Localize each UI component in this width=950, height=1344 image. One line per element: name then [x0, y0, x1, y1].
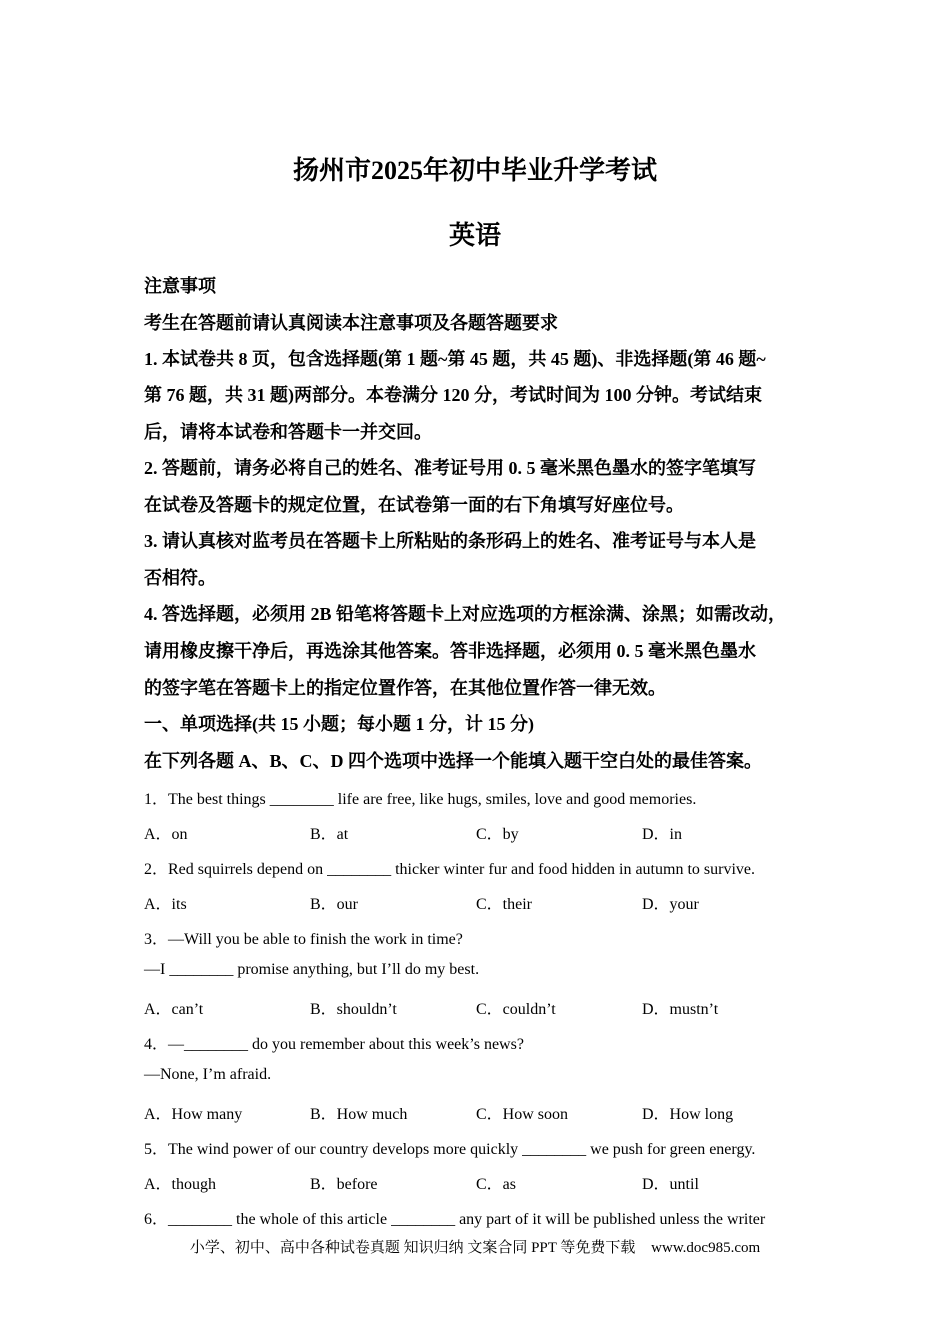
option-b: B．our	[310, 896, 359, 913]
exam-subject: 英语	[448, 221, 501, 250]
notice-line: 2. 答题前，请务必将自己的姓名、准考证号用 0. 5 毫米黑色墨水的签字笔填写	[144, 458, 756, 478]
question-stem: —None, I’m afraid.	[144, 1066, 272, 1083]
option-d: D．your	[642, 896, 699, 913]
footer-url: www.doc985.com	[651, 1240, 761, 1256]
option-b: B．How much	[310, 1106, 408, 1123]
option-d: D．in	[642, 826, 683, 843]
question-stem: 2．Red squirrels depend on ________ thicker winter fur and food hidden in autumn to survive.	[144, 861, 755, 878]
footer-text: 小学、初中、高中各种试卷真题 知识归纳 文案合同 PPT 等免费下载	[189, 1240, 636, 1256]
option-a: A．though	[144, 1176, 217, 1193]
notice-line: 后，请将本试卷和答题卡一并交回。	[144, 422, 432, 442]
question-stem: 6．________ the whole of this article ________ any part of it will be published unless the writer	[144, 1211, 766, 1228]
notice-line: 否相符。	[144, 568, 216, 588]
option-a: A．can’t	[144, 1001, 204, 1018]
option-b: B．shouldn’t	[310, 1001, 397, 1018]
notice-line: 1. 本试卷共 8 页，包含选择题(第 1 题~第 45 题，共 45 题)、非选择题(第 46 题~	[144, 349, 766, 369]
option-b: B．before	[310, 1176, 378, 1193]
notice-heading: 注意事项	[144, 276, 216, 296]
option-a: A．on	[144, 826, 188, 843]
exam-title: 扬州市2025年初中毕业升学考试	[292, 156, 657, 185]
notice-line: 的签字笔在答题卡上的指定位置作答，在其他位置作答一律无效。	[144, 678, 666, 698]
option-a: A．How many	[144, 1106, 243, 1123]
question-stem: 4．—________ do you remember about this week’s news?	[144, 1036, 524, 1053]
notice-intro: 考生在答题前请认真阅读本注意事项及各题答题要求	[144, 313, 558, 333]
notice-line: 请用橡皮擦干净后，再选涂其他答案。答非选择题，必须用 0. 5 毫米黑色墨水	[144, 641, 756, 661]
notice-line: 4. 答选择题，必须用 2B 铅笔将答题卡上对应选项的方框涂满、涂黑；如需改动，	[144, 604, 787, 624]
notice-line: 第 76 题，共 31 题)两部分。本卷满分 120 分，考试时间为 100 分钟。考试结束	[144, 385, 762, 405]
section-heading: 一、单项选择(共 15 小题；每小题 1 分，计 15 分)	[144, 714, 534, 734]
notice-line: 在试卷及答题卡的规定位置，在试卷第一面的右下角填写好座位号。	[144, 495, 684, 515]
question-stem: —I ________ promise anything, but I’ll do my best.	[144, 961, 480, 978]
question-stem: 5．The wind power of our country develops more quickly ________ we push for green energy.	[144, 1141, 756, 1158]
notice-line: 3. 请认真核对监考员在答题卡上所粘贴的条形码上的姓名、准考证号与本人是	[144, 531, 756, 551]
option-a: A．its	[144, 896, 187, 913]
option-c: C．as	[476, 1176, 517, 1193]
question-stem: 3．—Will you be able to finish the work in time?	[144, 931, 463, 948]
option-b: B．at	[310, 826, 349, 843]
option-c: C．couldn’t	[476, 1001, 556, 1018]
option-d: D．until	[642, 1176, 699, 1193]
question-stem: 1．The best things ________ life are free, like hugs, smiles, love and good memories.	[144, 791, 697, 808]
page-footer	[0, 1236, 950, 1257]
option-c: C．by	[476, 826, 519, 843]
option-c: C．How soon	[476, 1106, 569, 1123]
option-d: D．How long	[642, 1106, 734, 1123]
option-d: D．mustn’t	[642, 1001, 719, 1018]
section-instruction: 在下列各题 A、B、C、D 四个选项中选择一个能填入题干空白处的最佳答案。	[144, 751, 762, 771]
option-c: C．their	[476, 896, 532, 913]
